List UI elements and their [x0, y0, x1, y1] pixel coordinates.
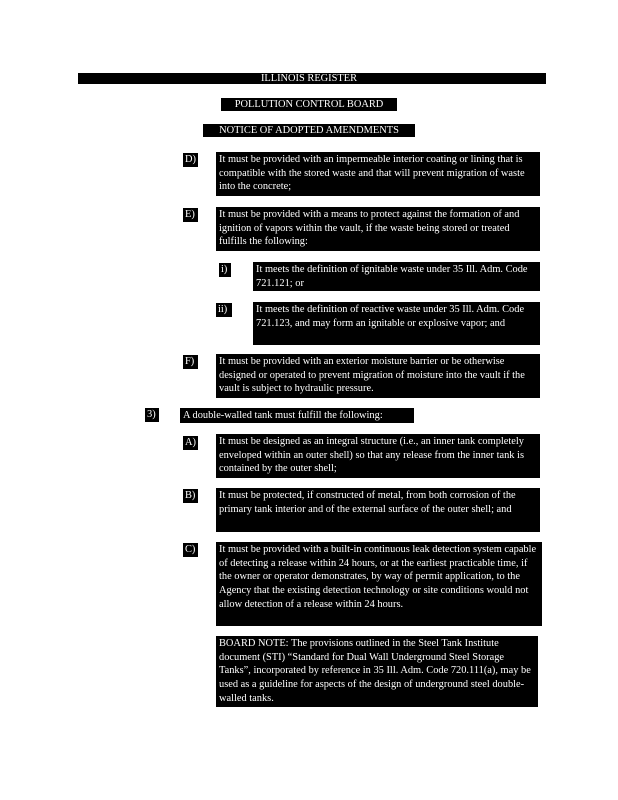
item-b-text: It must be protected, if constructed of metal, from both corrosion of the primary tank interior and of the external surface of the outer shell; and — [216, 488, 540, 532]
item-label-e: E) — [183, 208, 198, 222]
item-label-c: C) — [183, 543, 198, 557]
register-title: ILLINOIS REGISTER — [240, 73, 378, 84]
board-note: BOARD NOTE: The provisions outlined in the Steel Tank Institute document (STI) “Standard for Dual Wall Underground Steel Storage Tanks”, incorporated by reference in 35 Ill. Adm. Code 720.111(a), may be used as a guideline for aspects of the design of underground steel double-walled tanks. — [216, 636, 538, 707]
item-a-text: It must be designed as an integral structure (i.e., an inner tank completely enveloped within an outer shell) so that any release from the inner tank is contained by the outer shell; — [216, 434, 540, 478]
item-c-text: It must be provided with a built-in continuous leak detection system capable of detecting a release within 24 hours, or at the earliest practicable time, if the owner or operator demonstrates, by way of permit application, to the Agency that the existing detection technology or site conditions would not allow detection of a release within 24 hours. — [216, 542, 542, 626]
notice-title: NOTICE OF ADOPTED AMENDMENTS — [203, 124, 415, 137]
item-label-3: 3) — [145, 408, 159, 422]
board-title: POLLUTION CONTROL BOARD — [221, 98, 397, 111]
item-3-text: A double-walled tank must fulfill the following: — [180, 408, 414, 423]
item-eii-text: It meets the definition of reactive waste under 35 Ill. Adm. Code 721.123, and may form an ignitable or explosive vapor; and — [253, 302, 540, 345]
item-label-a: A) — [183, 436, 198, 450]
item-label-eii: ii) — [216, 303, 232, 317]
item-d-text: It must be provided with an impermeable interior coating or lining that is compatible with the stored waste and that will prevent migration of waste into the concrete; — [216, 152, 540, 196]
item-ei-text: It meets the definition of ignitable waste under 35 Ill. Adm. Code 721.121; or — [253, 262, 540, 291]
item-e-text: It must be provided with a means to protect against the formation of and ignition of vapors within the vault, if the waste being stored or treated fulfills the following: — [216, 207, 540, 251]
item-label-d: D) — [183, 153, 198, 167]
item-label-f: F) — [183, 355, 198, 369]
item-label-b: B) — [183, 489, 198, 503]
item-f-text: It must be provided with an exterior moisture barrier or be otherwise designed or operated to prevent migration of moisture into the vault if the vault is subject to hydraulic pressure. — [216, 354, 540, 398]
item-label-ei: i) — [219, 263, 231, 277]
